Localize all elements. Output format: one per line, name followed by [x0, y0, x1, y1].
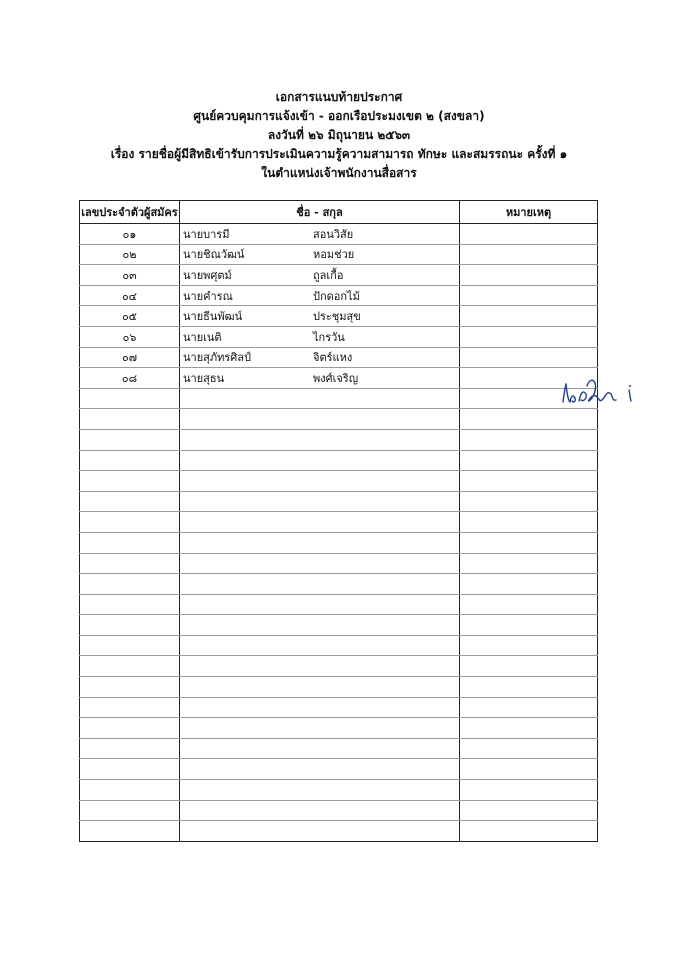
candidate-number: ๐๓ [80, 265, 180, 286]
candidate-number: ๐๔ [80, 285, 180, 306]
empty-cell [460, 553, 598, 574]
empty-cell [180, 388, 460, 409]
candidate-last-name: ไกรวัน [313, 330, 345, 344]
empty-cell [460, 697, 598, 718]
candidate-number: ๐๒ [80, 244, 180, 265]
candidate-remarks [460, 285, 598, 306]
empty-cell [80, 738, 180, 759]
empty-cell [180, 553, 460, 574]
candidate-first-name: นายสุธน [183, 371, 225, 385]
empty-cell [80, 471, 180, 492]
empty-cell [460, 450, 598, 471]
empty-cell [80, 409, 180, 430]
empty-cell [80, 388, 180, 409]
document-subject: เรื่อง รายชื่อผู้มีสิทธิเข้ารับการประเมินความรู้ความสามารถ ทักษะ และสมรรถนะ ครั้งที่ ๑ [110, 147, 568, 161]
empty-cell [180, 471, 460, 492]
candidate-remarks [460, 224, 598, 245]
table-row [80, 306, 598, 327]
candidate-last-name: ปักดอกไม้ [313, 289, 360, 303]
candidate-table-container [79, 200, 597, 842]
empty-cell [180, 574, 460, 595]
candidate-name-cell [180, 326, 460, 347]
empty-cell [460, 615, 598, 636]
document-title: เอกสารแนบท้ายประกาศ [275, 90, 403, 104]
empty-cell [80, 697, 180, 718]
empty-cell [460, 532, 598, 553]
empty-cell [460, 429, 598, 450]
table-row [80, 224, 598, 245]
empty-table-row [80, 512, 598, 533]
empty-table-row [80, 759, 598, 780]
candidate-last-name: หอมช่วย [313, 248, 355, 262]
document-header [0, 88, 678, 183]
candidate-remarks [460, 306, 598, 327]
empty-cell [180, 512, 460, 533]
empty-table-row [80, 738, 598, 759]
candidate-number: ๐๑ [80, 224, 180, 245]
empty-cell [180, 738, 460, 759]
empty-table-row [80, 574, 598, 595]
table-row [80, 265, 598, 286]
candidate-last-name: ถูลเกื้อ [313, 268, 344, 282]
empty-table-row [80, 677, 598, 698]
empty-cell [80, 800, 180, 821]
candidate-name-cell [180, 265, 460, 286]
candidate-remarks [460, 244, 598, 265]
empty-table-row [80, 409, 598, 430]
empty-cell [180, 491, 460, 512]
empty-table-row [80, 429, 598, 450]
table-row [80, 347, 598, 368]
candidate-first-name: นายพศุตม์ [183, 268, 232, 282]
empty-cell [80, 574, 180, 595]
empty-cell [80, 759, 180, 780]
empty-table-row [80, 697, 598, 718]
empty-cell [460, 718, 598, 739]
candidate-name-cell [180, 285, 460, 306]
candidate-last-name: ประชุมสุข [313, 310, 361, 324]
empty-cell [80, 553, 180, 574]
empty-cell [180, 656, 460, 677]
empty-cell [80, 821, 180, 842]
header-candidate-number: เลขประจำตัวผู้สมัคร [80, 201, 180, 224]
empty-cell [180, 450, 460, 471]
table-row [80, 368, 598, 389]
empty-table-row [80, 656, 598, 677]
empty-cell [460, 512, 598, 533]
empty-table-row [80, 471, 598, 492]
empty-cell [460, 635, 598, 656]
candidate-first-name: นายธีนพัฒน์ [183, 310, 243, 324]
empty-cell [180, 718, 460, 739]
empty-cell [80, 594, 180, 615]
empty-table-row [80, 635, 598, 656]
empty-cell [460, 759, 598, 780]
issuing-office: ศูนย์ควบคุมการแจ้งเข้า - ออกเรือประมงเขต ๒ (สงขลา) [193, 109, 485, 123]
empty-cell [460, 574, 598, 595]
candidate-number: ๐๗ [80, 347, 180, 368]
empty-cell [180, 594, 460, 615]
empty-table-row [80, 450, 598, 471]
empty-cell [460, 800, 598, 821]
empty-cell [80, 718, 180, 739]
header-full-name: ชื่อ - สกุล [180, 201, 460, 224]
table-row [80, 285, 598, 306]
empty-cell [460, 594, 598, 615]
candidate-last-name: พงศ์เจริญ [313, 371, 359, 385]
candidate-name-cell [180, 347, 460, 368]
empty-cell [180, 429, 460, 450]
table-row [80, 244, 598, 265]
empty-cell [180, 821, 460, 842]
candidate-name-cell [180, 306, 460, 327]
table-header-row [80, 201, 598, 224]
empty-cell [180, 677, 460, 698]
empty-cell [80, 450, 180, 471]
empty-table-row [80, 594, 598, 615]
empty-cell [180, 635, 460, 656]
empty-table-row [80, 615, 598, 636]
empty-table-row [80, 821, 598, 842]
empty-cell [460, 780, 598, 801]
empty-cell [460, 821, 598, 842]
candidate-first-name: นายชิณวัฒน์ [183, 248, 245, 262]
table-row [80, 326, 598, 347]
candidate-first-name: นายเนติ [183, 330, 222, 344]
empty-cell [460, 471, 598, 492]
candidate-table [79, 200, 598, 842]
empty-cell [180, 532, 460, 553]
empty-cell [80, 512, 180, 533]
candidate-first-name: นายบารมี [183, 227, 230, 241]
candidate-first-name: นายสุภัทรศิลป์ [183, 351, 251, 365]
candidate-first-name: นายคำรณ [183, 289, 233, 303]
empty-cell [460, 491, 598, 512]
candidate-remarks [460, 265, 598, 286]
empty-cell [80, 429, 180, 450]
candidate-last-name: สอนวิสัย [313, 227, 354, 241]
handwritten-signature [559, 374, 639, 414]
empty-cell [460, 677, 598, 698]
position-title: ในตำแหน่งเจ้าพนักงานสื่อสาร [261, 166, 417, 180]
header-remarks: หมายเหตุ [460, 201, 598, 224]
empty-table-row [80, 553, 598, 574]
empty-table-row [80, 491, 598, 512]
candidate-remarks [460, 326, 598, 347]
document-date: ลงวันที่ ๒๖ มิถุนายน ๒๕๖๓ [267, 128, 411, 142]
empty-cell [80, 780, 180, 801]
empty-table-row [80, 388, 598, 409]
empty-table-row [80, 800, 598, 821]
candidate-name-cell [180, 224, 460, 245]
empty-cell [180, 615, 460, 636]
empty-cell [180, 697, 460, 718]
empty-cell [80, 677, 180, 698]
empty-table-row [80, 532, 598, 553]
empty-cell [460, 656, 598, 677]
empty-cell [180, 800, 460, 821]
empty-cell [80, 656, 180, 677]
empty-cell [460, 738, 598, 759]
candidate-name-cell [180, 244, 460, 265]
empty-cell [80, 635, 180, 656]
candidate-remarks [460, 347, 598, 368]
candidate-last-name: จิตร์แหง [313, 351, 353, 365]
empty-cell [180, 759, 460, 780]
empty-cell [80, 532, 180, 553]
empty-cell [80, 615, 180, 636]
candidate-number: ๐๖ [80, 326, 180, 347]
empty-table-row [80, 718, 598, 739]
empty-cell [180, 780, 460, 801]
empty-cell [180, 409, 460, 430]
empty-table-row [80, 780, 598, 801]
candidate-number: ๐๘ [80, 368, 180, 389]
candidate-name-cell [180, 368, 460, 389]
empty-cell [80, 491, 180, 512]
candidate-number: ๐๕ [80, 306, 180, 327]
